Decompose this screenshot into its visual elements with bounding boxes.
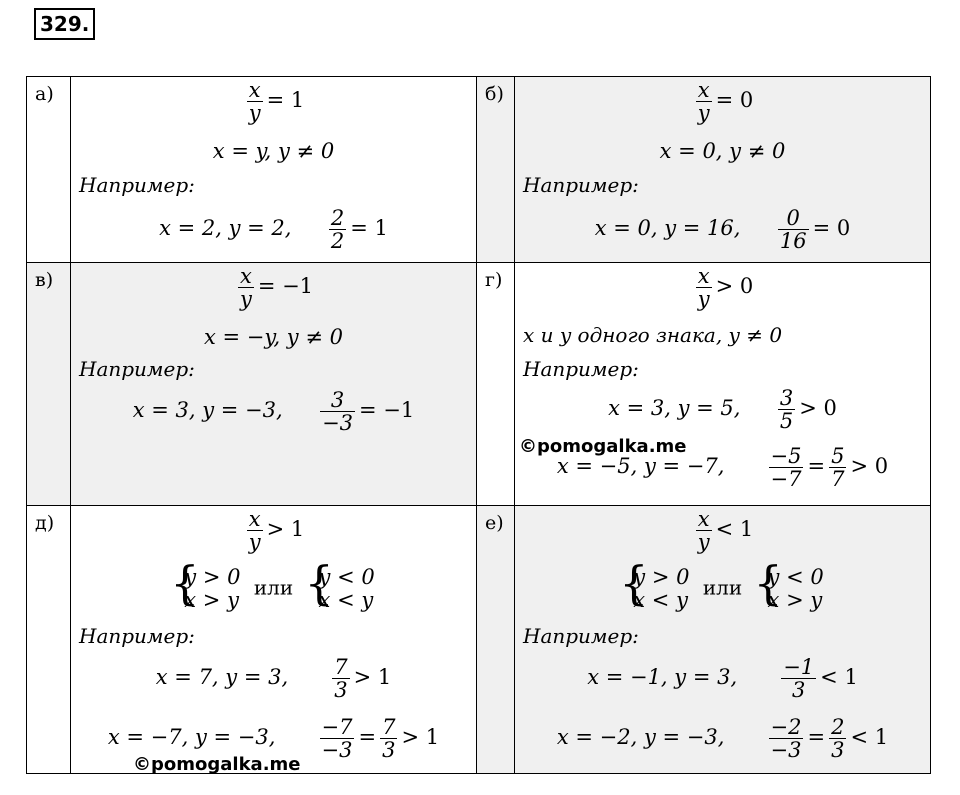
example-label: Например:	[523, 357, 639, 381]
watermark: ©pomogalka.me	[519, 436, 687, 457]
condition-a: $\frac{x}{y}$ = 1	[248, 78, 305, 126]
line2-g: x и y одного знака, y ≠ 0	[523, 323, 783, 347]
condition-d: $\frac{x}{y}$ > 1	[248, 507, 305, 555]
line2-b: x = 0, y ≠ 0	[659, 139, 786, 163]
solution-table	[26, 76, 931, 774]
problem-number: 329.	[34, 8, 95, 40]
cell-label-e: е)	[477, 506, 515, 774]
condition-e: $\frac{x}{y}$ < 1	[697, 507, 754, 555]
cell-label-d: д)	[27, 506, 71, 774]
example-label: Например:	[79, 624, 195, 648]
example-label: Например:	[523, 624, 639, 648]
example2-d: x = −7, y = −3, $\frac{-7}{-3}$ = $\frac{7}{3}$ > 1	[107, 715, 440, 763]
cell-g	[515, 263, 931, 506]
line2-a: x = y, y ≠ 0	[212, 139, 335, 163]
example-label: Например:	[79, 173, 195, 197]
cell-e	[515, 506, 931, 774]
table-row	[27, 263, 931, 506]
example1-e: x = −1, y = 3, $\frac{-1}{3}$ < 1	[587, 655, 858, 703]
condition-v: $\frac{x}{y}$ = −1	[239, 264, 314, 312]
cell-v	[71, 263, 477, 506]
example1-d: x = 7, y = 3, $\frac{7}{3}$ > 1	[155, 655, 392, 703]
systems-e: { y > 0 x < y или { y < 0 x > y	[515, 566, 930, 612]
example1-v: x = 3, y = −3, $\frac{3}{-3}$ = −1	[132, 388, 415, 436]
cell-a	[71, 77, 477, 263]
cell-b	[515, 77, 931, 263]
example-label: Например:	[523, 173, 639, 197]
systems-d: { y > 0 x > y или { y < 0 x < y	[71, 566, 476, 612]
cell-label-a: а)	[27, 77, 71, 263]
line2-v: x = −y, y ≠ 0	[204, 325, 343, 349]
condition-b: $\frac{x}{y}$ = 0	[697, 78, 754, 126]
example-label: Например:	[79, 357, 195, 381]
example1-b: x = 0, y = 16, $\frac{0}{16}$ = 0	[594, 206, 851, 254]
example2-g: x = −5, y = −7, $\frac{-5}{-7}$ = $\frac{5}{7}$ > 0	[556, 444, 889, 492]
cell-label-v: в)	[27, 263, 71, 506]
example1-a: x = 2, y = 2, $\frac{2}{2}$ = 1	[159, 206, 388, 254]
example1-g: x = 3, y = 5, $\frac{3}{5}$ > 0	[608, 386, 837, 434]
cell-d	[71, 506, 477, 774]
cell-label-g: г)	[477, 263, 515, 506]
condition-g: $\frac{x}{y}$ > 0	[697, 264, 754, 312]
example2-e: x = −2, y = −3, $\frac{-2}{-3}$ = $\frac{2}{3}$ < 1	[556, 715, 889, 763]
table-row	[27, 77, 931, 263]
table-row	[27, 506, 931, 774]
cell-label-b: б)	[477, 77, 515, 263]
watermark: ©pomogalka.me	[133, 754, 301, 775]
